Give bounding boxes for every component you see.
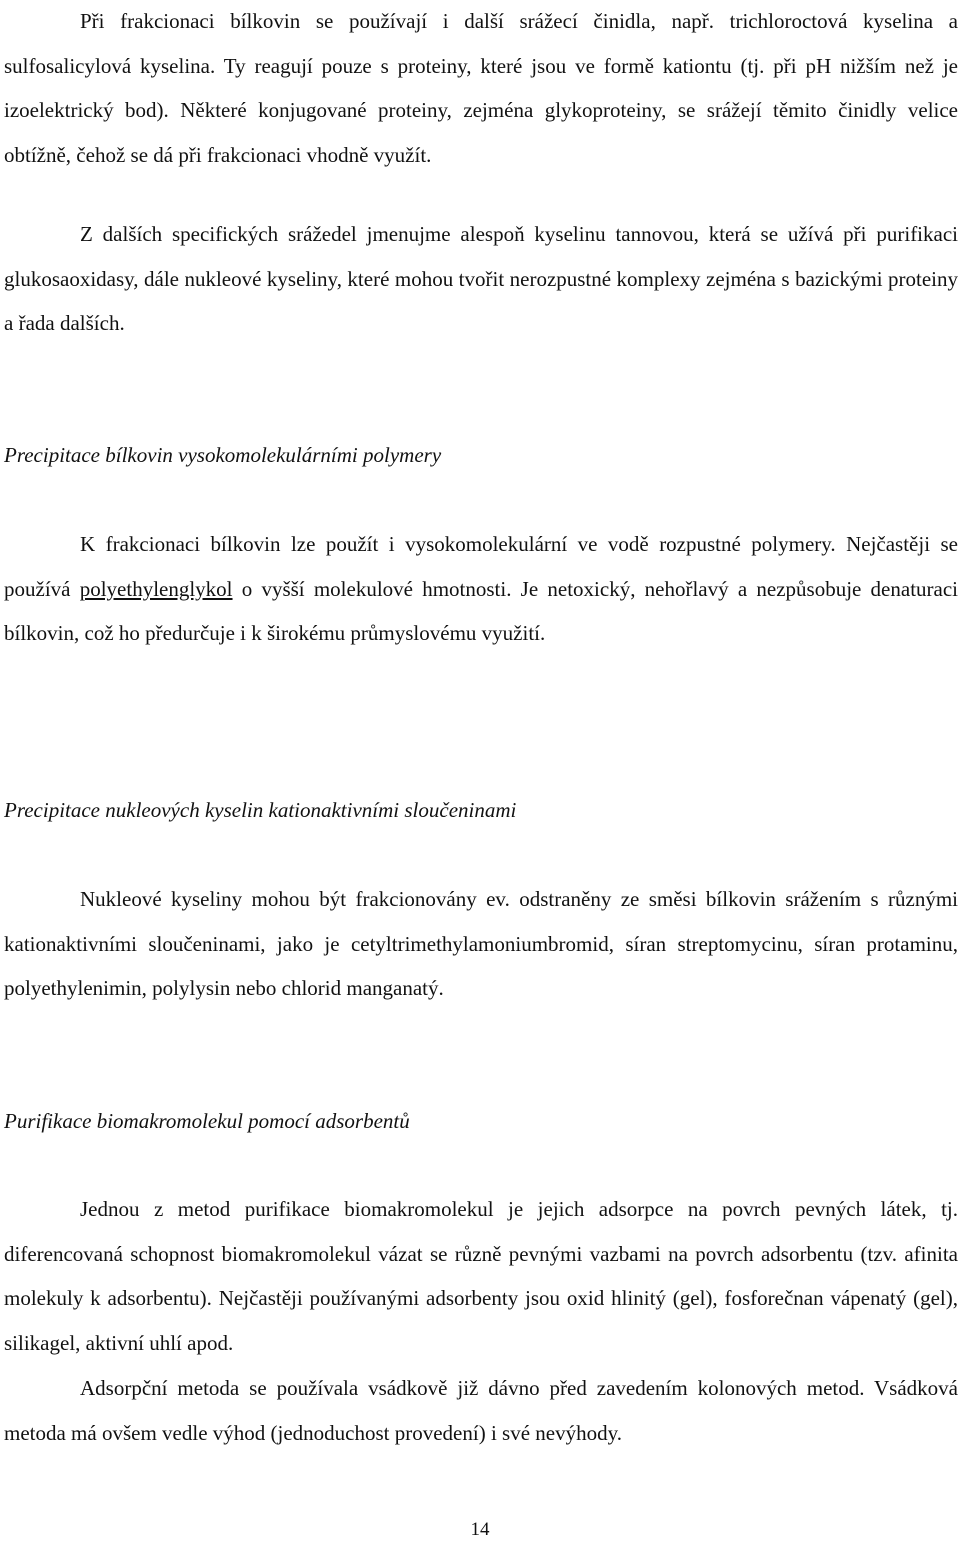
- paragraph-polymers-text-a: K frakcionaci bílkovin lze použít i vysokomolekulární ve vodě rozpustné polymery. Nejčastěji se používá: [4, 532, 958, 601]
- section-heading-adsorbents: Purifikace biomakromolekul pomocí adsorbentů: [4, 1109, 410, 1133]
- paragraph-nucleic-acids: Nukleové kyseliny mohou být frakcionovány ev. odstraněny ze směsi bílkovin srážením s různými kationaktivními sloučeninami, jako je cetyltrimethylamoniumbromid, síran streptomycinu, síran protaminu, polyethylenimin, polylysin nebo chlorid manganatý.: [4, 887, 958, 1000]
- page-number: 14: [470, 1519, 490, 1540]
- section-heading-nucleic-acids: Precipitace nukleových kyselin kationaktivními sloučeninami: [4, 798, 517, 822]
- paragraph-polymers-text-b: o vyšší molekulové hmotnosti. Je netoxický, nehořlavý a nezpůsobuje denaturaci bílkovin, což ho předurčuje i k širokému průmyslovému využití.: [4, 576, 959, 645]
- paragraph-polymers: [4, 522, 958, 656]
- paragraph-batch-method: Adsorpční metoda se používala vsádkově již dávno před zavedením kolonových metod. Vsádková metoda má ovšem vedle výhod (jednoduchost provedení) i své nevýhody.: [4, 1376, 958, 1445]
- paragraph-adsorbents: Jednou z metod purifikace biomakromolekul je jejich adsorpce na povrch pevných látek, tj. diferencovaná schopnost biomakromolekul vázat se různě pevnými vazbami na povrch adsorbentu (tzv. afinita molekuly k adsorbentu). Nejčastěji používanými adsorbenty jsou oxid hlinitý (gel), fosforečnan vápenatý (gel), silikagel, aktivní uhlí apod.: [4, 1197, 958, 1355]
- paragraph-precipitants: Při frakcionaci bílkovin se používají i další srážecí činidla, např. trichloroctová kyselina a sulfosalicylová kyselina. Ty reagují pouze s proteiny, které jsou ve formě kationtu (tj. při pH nižším než je izoelektrický bod). Některé konjugované proteiny, zejména glykoproteiny, se srážejí těmito činidly velice obtížně, čehož se dá při frakcionaci vhodně využít.: [4, 9, 958, 167]
- polyethylenglykol-term: polyethylenglykol: [79, 576, 233, 601]
- section-heading-polymers: Precipitace bílkovin vysokomolekulárními polymery: [4, 443, 442, 467]
- paragraph-specific-precipitants: Z dalších specifických srážedel jmenujme alespoň kyselinu tannovou, která se užívá při purifikaci glukosaoxidasy, dále nukleové kyseliny, které mohou tvořit nerozpustné komplexy zejména s bazickými proteiny a řada dalších.: [4, 222, 958, 335]
